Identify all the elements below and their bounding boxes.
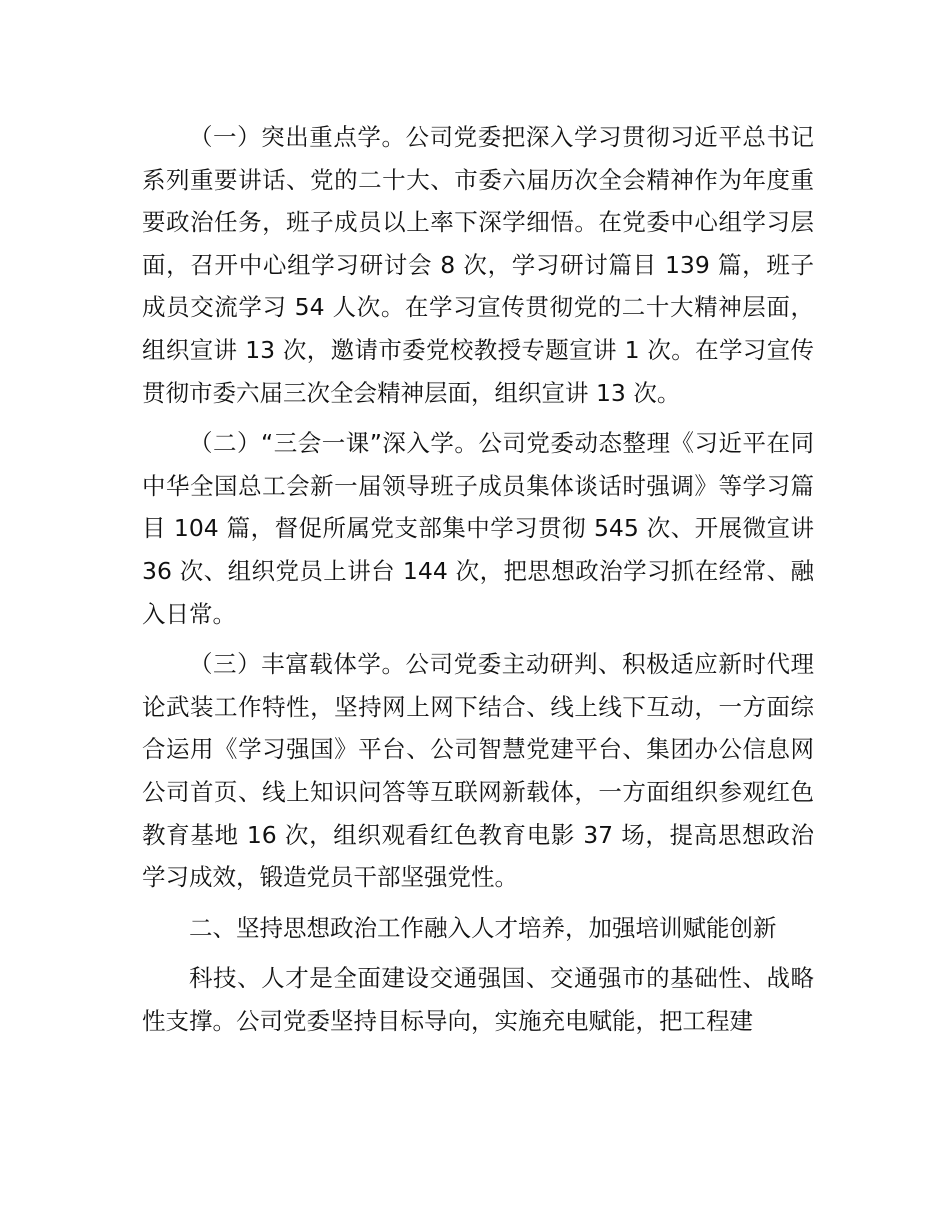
paragraph-talent-intro: 科技、人才是全面建设交通强国、交通强市的基础性、战略性支撑。公司党委坚持目标导向，实施充电赋能，把工程建 xyxy=(142,964,814,1035)
paragraph-study-focus: （一）突出重点学。公司党委把深入学习贯彻习近平总书记系列重要讲话、党的二十大、市委六届历次全会精神作为年度重要政治任务，班子成员以上率下深学细悟。在党委中心组学习层面，召开中心组学习研讨会 8 次，学习研讨篇目 139 篇，班子成员交流学习 54 人次。在学习宣传贯彻党的二十大精神层面，组织宣讲 13 次，邀请市委党校教授专题宣讲 1 次。在学习宣传贯彻市委六届三次全会精神层面，组织宣讲 13 次。 xyxy=(142,123,814,407)
paragraph-rich-carriers: （三）丰富载体学。公司党委主动研判、积极适应新时代理论武装工作特性，坚持网上网下结合、线上线下互动，一方面综合运用《学习强国》平台、公司智慧党建平台、集团办公信息网公司首页、线上知识问答等互联网新载体，一方面组织参观红色教育基地 16 次，组织观看红色教育电影 37 场，提高思想政治学习成效，锻造党员干部坚强党性。 xyxy=(142,650,814,892)
section-heading-talent: 二、坚持思想政治工作融入人才培养，加强培训赋能创新 xyxy=(189,913,777,942)
document-body xyxy=(142,116,814,1042)
paragraph-three-meetings: （二）“三会一课”深入学。公司党委动态整理《习近平在同中华全国总工会新一届领导班子成员集体谈话时强调》等学习篇目 104 篇，督促所属党支部集中学习贯彻 545 次、开展微宣讲 36 次、组织党员上讲台 144 次，把思想政治学习抓在经常、融入日常。 xyxy=(142,429,814,628)
